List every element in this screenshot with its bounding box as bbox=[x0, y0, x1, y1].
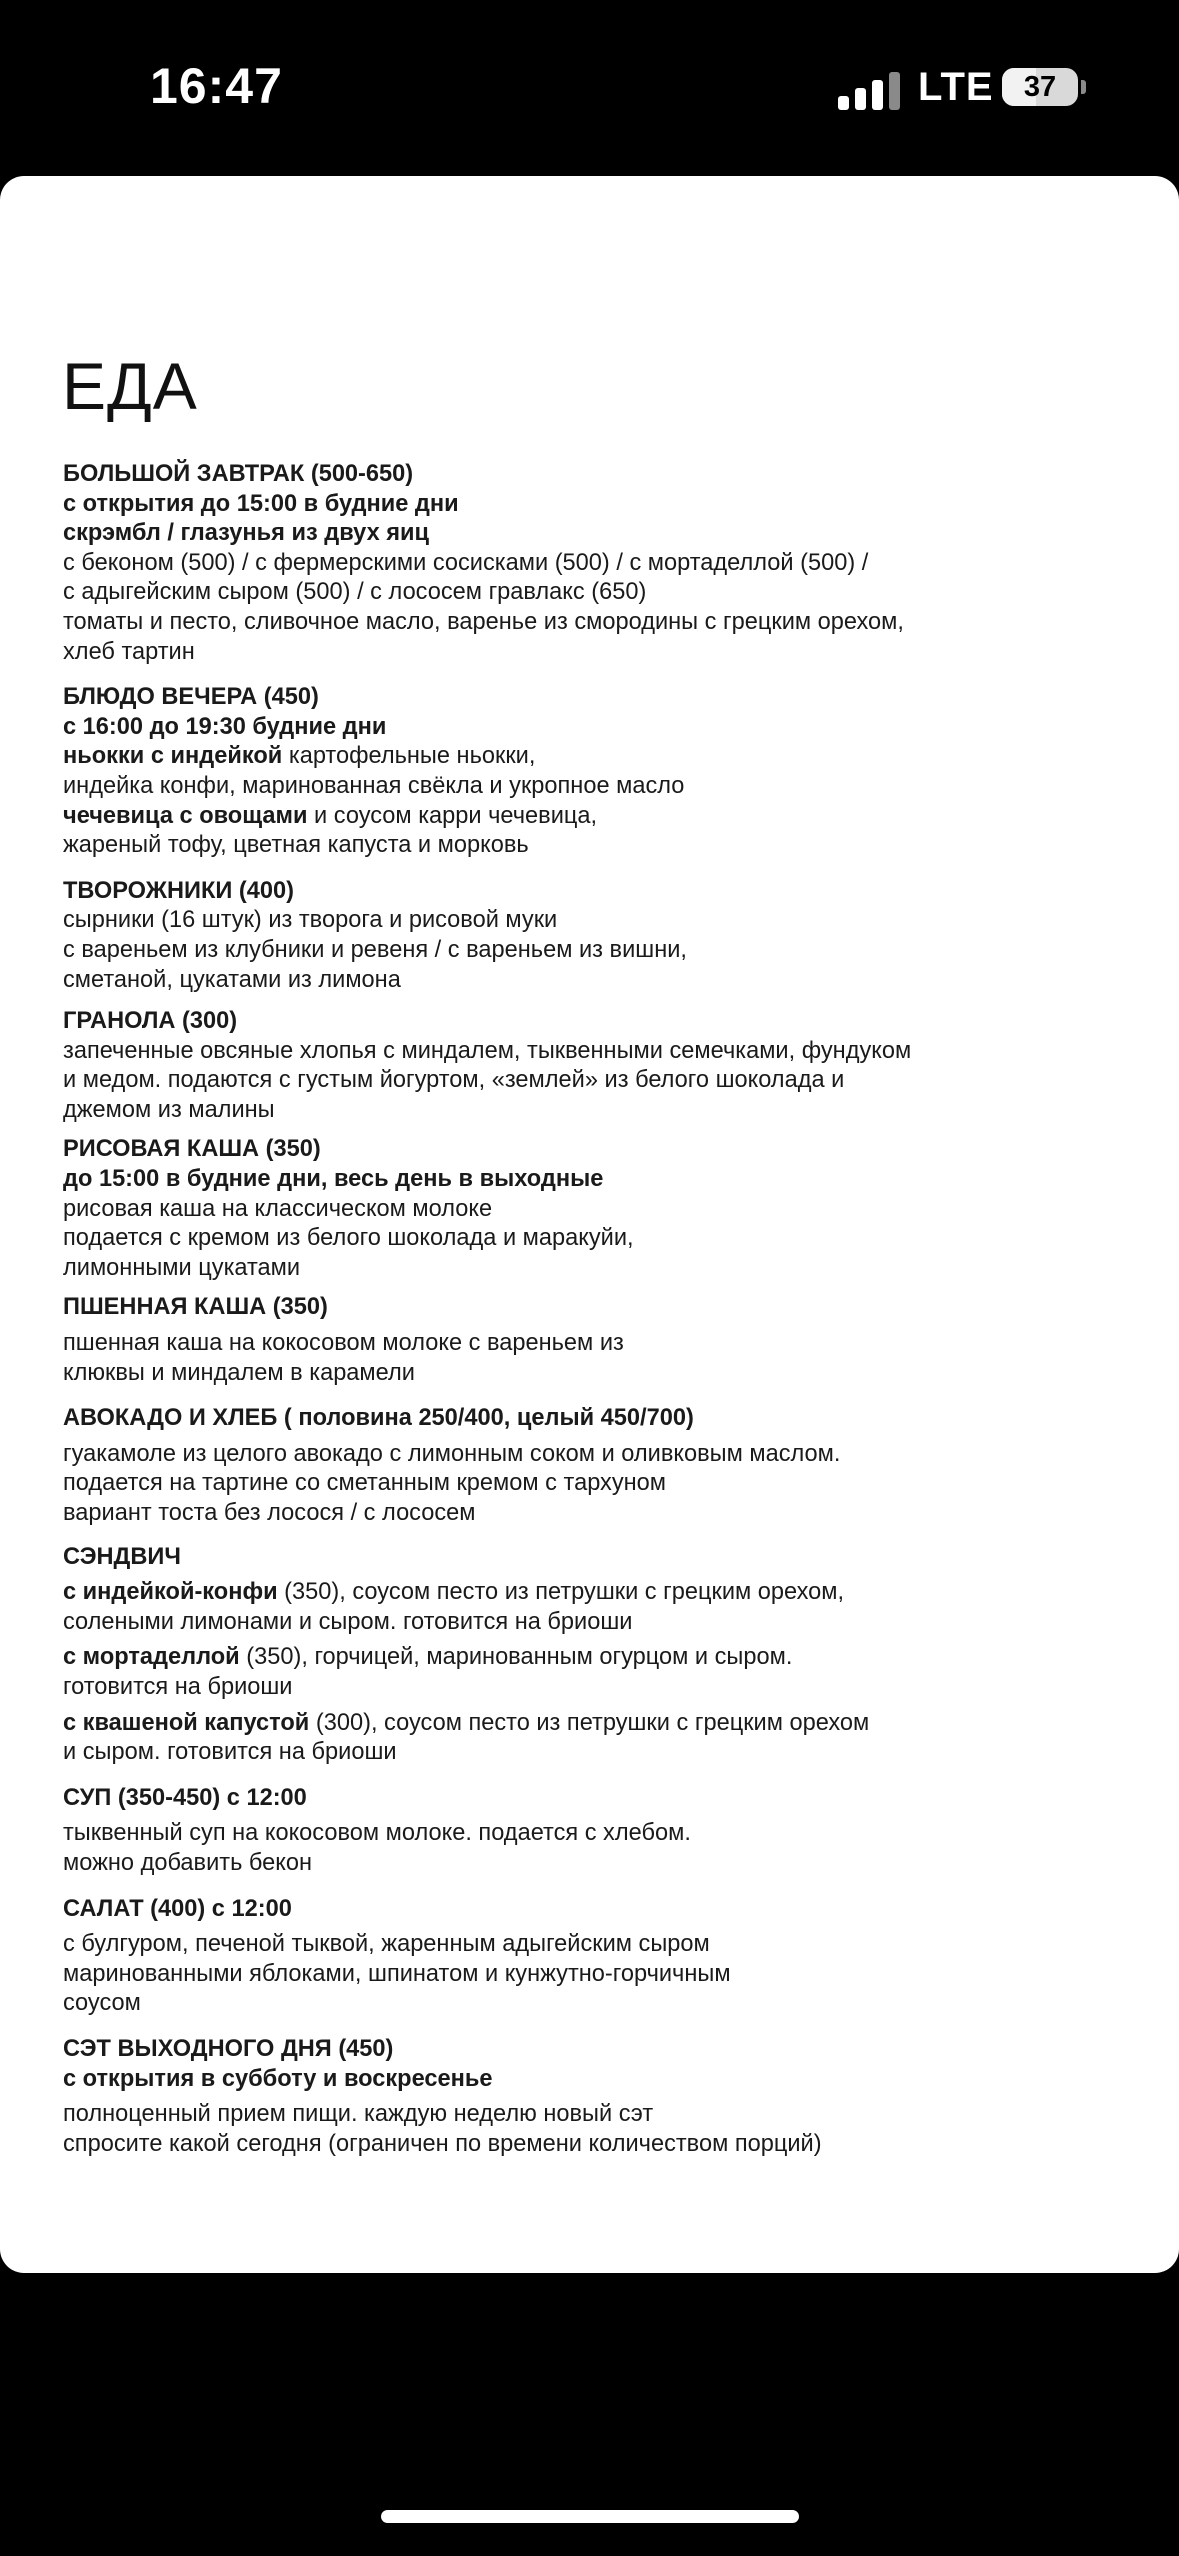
menu-line: соусом bbox=[63, 1990, 141, 2017]
menu-line: и медом. подаются с густым йогуртом, «землей» из белого шоколада и bbox=[63, 1067, 845, 1094]
page-title: ЕДА bbox=[62, 349, 198, 423]
menu-line: можно добавить бекон bbox=[63, 1849, 313, 1876]
menu-line: маринованными яблоками, шпинатом и кунжутно-горчичным bbox=[63, 1960, 731, 1987]
menu-line: томаты и песто, сливочное масло, варенье из смородины с грецким орехом, bbox=[63, 608, 904, 635]
section-heading: АВОКАДО И ХЛЕБ ( половина 250/400, целый 450/700) bbox=[63, 1405, 694, 1432]
menu-list bbox=[63, 460, 1143, 2159]
section-heading: ГРАНОЛА (300) bbox=[63, 1008, 238, 1035]
menu-line: сырники (16 штук) из творога и рисовой муки bbox=[63, 907, 558, 934]
menu-line: гуакамоле из целого авокадо с лимонным соком и оливковым маслом. bbox=[63, 1440, 841, 1467]
menu-line: с адыгейским сыром (500) / с лососем гравлакс (650) bbox=[63, 579, 647, 606]
status-time: 16:47 bbox=[150, 58, 283, 114]
menu-card bbox=[0, 176, 1179, 2273]
section-subheading: с 16:00 до 19:30 будние дни bbox=[63, 713, 387, 740]
menu-section bbox=[63, 2035, 1143, 2159]
battery-tip bbox=[1081, 80, 1086, 94]
cellular-signal-icon bbox=[838, 70, 900, 110]
menu-line: хлеб тартин bbox=[63, 638, 195, 665]
menu-line: запеченные овсяные хлопья с миндалем, тыквенными семечками, фундуком bbox=[63, 1037, 912, 1064]
menu-line: подается на тартине со сметанным кремом с тархуном bbox=[63, 1470, 667, 1497]
menu-section bbox=[63, 683, 1143, 861]
menu-line: подается с кремом из белого шоколада и маракуйи, bbox=[63, 1225, 634, 1252]
menu-line: готовится на бриоши bbox=[63, 1673, 293, 1700]
menu-line: спросите какой сегодня (ограничен по времени количеством порций) bbox=[63, 2130, 822, 2157]
menu-section bbox=[63, 1404, 1143, 1528]
menu-line: индейка конфи, маринованная свёкла и укропное масло bbox=[63, 772, 685, 799]
menu-line: ньокки с индейкой картофельные ньокки, bbox=[63, 743, 536, 770]
menu-line: с беконом (500) / с фермерскими сосисками (500) / с мортаделлой (500) / bbox=[63, 549, 869, 576]
menu-section bbox=[63, 1895, 1143, 2019]
dish-name: с индейкой-конфи bbox=[63, 1579, 278, 1606]
menu-line: с квашеной капустой (300), соусом песто из петрушки с грецким орехом bbox=[63, 1709, 870, 1736]
menu-section bbox=[63, 1293, 1143, 1388]
section-heading: СЭНДВИЧ bbox=[63, 1543, 181, 1570]
menu-section bbox=[63, 1007, 1143, 1125]
section-heading: БОЛЬШОЙ ЗАВТРАК (500-650) bbox=[63, 461, 414, 487]
dish-name: скрэмбл / глазунья из двух яиц bbox=[63, 520, 430, 547]
menu-section bbox=[63, 1135, 1143, 1283]
section-heading: БЛЮДО ВЕЧЕРА (450) bbox=[63, 684, 319, 711]
menu-line: жареный тофу, цветная капуста и морковь bbox=[63, 832, 529, 859]
menu-line: клюквы и миндалем в карамели bbox=[63, 1359, 415, 1386]
section-subheading: с открытия в субботу и воскресенье bbox=[63, 2065, 493, 2092]
menu-section bbox=[63, 1543, 1143, 1768]
section-heading: ПШЕННАЯ КАША (350) bbox=[63, 1294, 328, 1321]
menu-line: с булгуром, печеной тыквой, жаренным адыгейским сыром bbox=[63, 1931, 710, 1958]
dish-name: ньокки с индейкой bbox=[63, 743, 283, 770]
section-heading: САЛАТ (400) с 12:00 bbox=[63, 1895, 292, 1922]
section-heading: РИСОВАЯ КАША (350) bbox=[63, 1136, 321, 1163]
section-subheading: до 15:00 в будние дни, весь день в выходные bbox=[63, 1166, 604, 1193]
menu-line: с вареньем из клубники и ревеня / с вареньем из вишни, bbox=[63, 936, 687, 963]
section-subheading: с открытия до 15:00 в будние дни bbox=[63, 490, 459, 517]
status-bar bbox=[0, 0, 1179, 175]
menu-line: пшенная каша на кокосовом молоке с вареньем из bbox=[63, 1330, 624, 1357]
menu-line: полноценный прием пищи. каждую неделю новый сэт bbox=[63, 2101, 654, 2128]
menu-line: сметаной, цукатами из лимона bbox=[63, 966, 401, 993]
battery-icon bbox=[1002, 68, 1078, 106]
menu-line: чечевица с овощами и соусом карри чечевица, bbox=[63, 802, 598, 829]
menu-line: с индейкой-конфи (350), соусом песто из петрушки с грецким орехом, bbox=[63, 1579, 845, 1606]
menu-line: с мортаделлой (350), горчицей, маринованным огурцом и сыром. bbox=[63, 1644, 793, 1671]
menu-line: рисовая каша на классическом молоке bbox=[63, 1195, 493, 1222]
section-heading: СУП (350-450) с 12:00 bbox=[63, 1784, 307, 1811]
menu-line bbox=[63, 519, 1143, 549]
menu-line: тыквенный суп на кокосовом молоке. подается с хлебом. bbox=[63, 1820, 691, 1847]
menu-section bbox=[63, 1784, 1143, 1879]
menu-line: джемом из малины bbox=[63, 1096, 275, 1123]
menu-line: лимонными цукатами bbox=[63, 1254, 301, 1281]
battery-level: 37 bbox=[1023, 71, 1057, 103]
menu-section bbox=[63, 877, 1143, 995]
menu-section bbox=[63, 460, 1143, 667]
menu-line: и сыром. готовится на бриоши bbox=[63, 1739, 397, 1766]
menu-line: вариант тоста без лосося / с лососем bbox=[63, 1500, 476, 1526]
dish-name: чечевица с овощами bbox=[63, 802, 308, 829]
section-heading: СЭТ ВЫХОДНОГО ДНЯ (450) bbox=[63, 2035, 394, 2062]
section-heading: ТВОРОЖНИКИ (400) bbox=[63, 877, 294, 904]
network-type: LTE bbox=[918, 65, 994, 109]
dish-name: с мортаделлой bbox=[63, 1644, 240, 1671]
menu-line: солеными лимонами и сыром. готовится на бриоши bbox=[63, 1608, 633, 1635]
home-indicator[interactable] bbox=[381, 2510, 799, 2523]
dish-name: с квашеной капустой bbox=[63, 1709, 310, 1736]
